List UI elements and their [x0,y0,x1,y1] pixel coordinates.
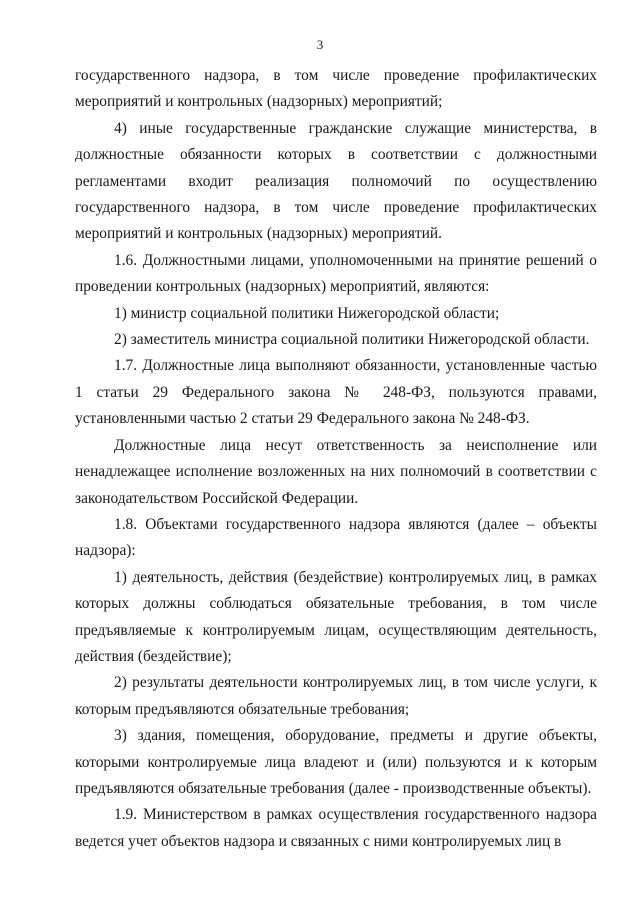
page-number: 3 [316,37,324,52]
paragraph: 1) деятельность, действия (бездействие) контролируемых лиц, в рамках которых должны соблюдаться обязательные требования, в том числе предъявляемые к контролируемым лицам, осуществляющим деятельность, действия (бездействие); [75,568,597,665]
paragraph: 3) здания, помещения, оборудование, предметы и другие объекты, которыми контролируемые лица владеют и (или) пользуются и к которым предъявляются обязательные требования (далее - производственные объекты). [75,727,597,797]
paragraph: 1.6. Должностными лицами, уполномоченными на принятие решений о проведении контрольных (надзорных) мероприятий, являются: [75,251,597,296]
paragraph: 1.9. Министерством в рамках осуществления государственного надзора ведется учет объектов надзора и связанных с ними контролируемых лиц в [75,806,597,850]
paragraph: 1.7. Должностные лица выполняют обязанности, установленные частью 1 статьи 29 Федерального закона № 248-ФЗ, пользуются правами, установленными частью 2 статьи 29 Федерального закона № 248-ФЗ. [75,357,597,428]
paragraph: государственного надзора, в том числе проведение профилактических мероприятий и контрольных (надзорных) мероприятий; [75,67,597,111]
paragraph: 1) министр социальной политики Нижегородской области; [114,304,500,322]
paragraph: 1.8. Объектами государственного надзора являются (далее – объекты надзора): [75,515,597,560]
paragraph: 2) заместитель министра социальной политики Нижегородской области. [114,331,590,349]
paragraph: 4) иные государственные гражданские служащие министерства, в должностные обязанности которых в соответствии с должностными регламентами входит реализация полномочий по осуществлению государственного надзора, в том числе проведение профилактических мероприятий и контрольных (надзорных) мероприятий. [75,119,597,243]
paragraph: 2) результаты деятельности контролируемых лиц, в том числе услуги, к которым предъявляются обязательные требования; [75,674,597,718]
document-body [75,63,597,855]
paragraph: Должностные лица несут ответственность за неисполнение или ненадлежащее исполнение возложенных на них полномочий в соответствии с законодательством Российской Федерации. [75,436,597,507]
